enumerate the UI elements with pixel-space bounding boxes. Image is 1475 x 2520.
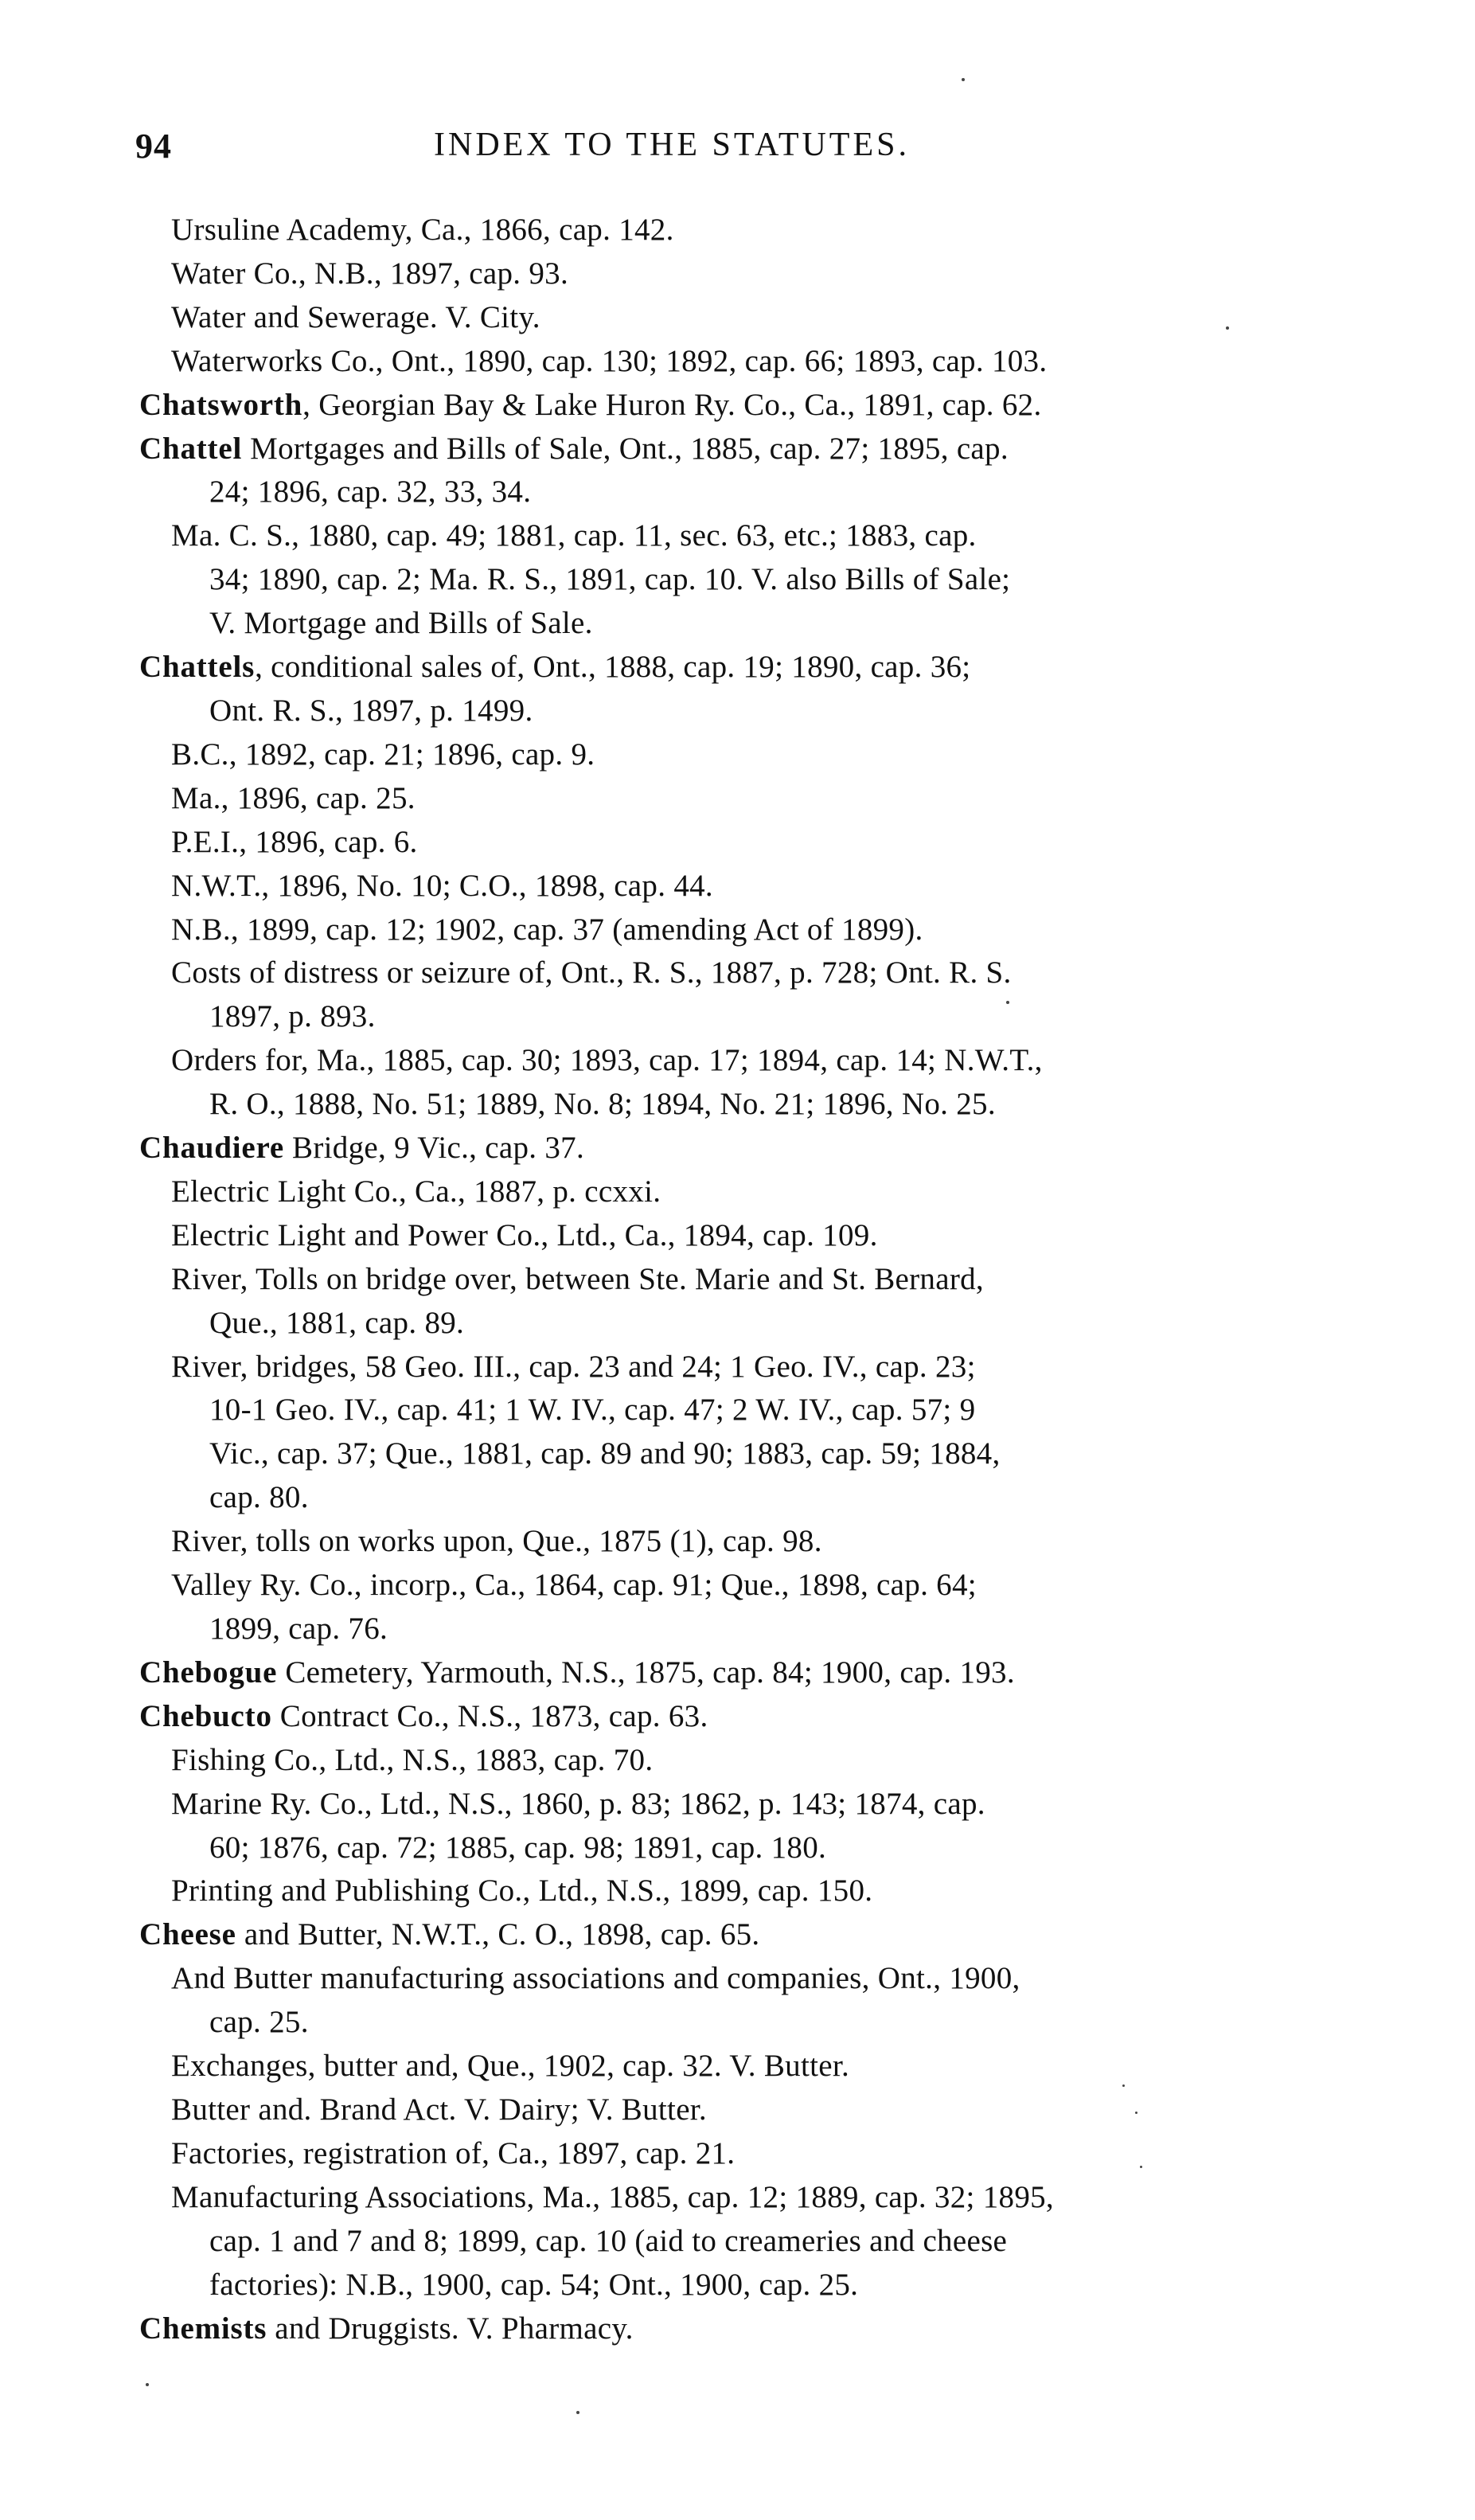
index-entry-text: Ma., 1896, cap. 25. [171, 780, 416, 815]
index-entry-text: Mortgages and Bills of Sale, Ont., 1885, cap. 27; 1895, cap. [242, 431, 1009, 466]
index-subentry-line [139, 1258, 1345, 1302]
index-entry-text: River, Tolls on bridge over, between Ste. Marie and St. Bernard, [171, 1261, 984, 1296]
index-entry-text: Ma. C. S., 1880, cap. 49; 1881, cap. 11, sec. 63, etc.; 1883, cap. [171, 518, 977, 553]
index-entry-text: Water and Sewerage. V. City. [171, 299, 540, 334]
index-entry-text: cap. 25. [209, 2005, 309, 2040]
index-entries [139, 209, 1345, 2350]
index-continuation-line [139, 1302, 1345, 1346]
print-speck [1135, 2112, 1137, 2114]
index-entry-text: Ursuline Academy, Ca., 1866, cap. 142. [171, 213, 674, 247]
index-entry-text: Ont. R. S., 1897, p. 1499. [209, 693, 533, 728]
index-heading-line [139, 1913, 1345, 1957]
print-speck [1006, 1001, 1009, 1004]
index-entry-text: Que., 1881, cap. 89. [209, 1305, 465, 1340]
index-continuation-line [139, 690, 1345, 733]
index-subentry-line [139, 2132, 1345, 2176]
index-entry-text: cap. 1 and 7 and 8; 1899, cap. 10 (aid to creameries and cheese [209, 2223, 1008, 2258]
index-heading-line [139, 428, 1345, 471]
index-continuation-line [139, 2001, 1345, 2045]
page-header [135, 126, 1361, 174]
index-entry-text: R. O., 1888, No. 51; 1889, No. 8; 1894, No. 21; 1896, No. 25. [209, 1087, 996, 1122]
index-heading-line [139, 384, 1345, 428]
index-entry-text: 34; 1890, cap. 2; Ma. R. S., 1891, cap. 10. V. also Bills of Sale; [209, 562, 1011, 597]
print-speck [576, 2411, 579, 2414]
index-entry-text: N.W.T., 1896, No. 10; C.O., 1898, cap. 44. [171, 868, 713, 903]
page-number: 94 [135, 127, 172, 166]
index-subentry-line [139, 777, 1345, 821]
index-entry-text: River, tolls on works upon, Que., 1875 (1), cap. 98. [171, 1524, 822, 1559]
index-subentry-line [139, 2176, 1345, 2220]
index-subentry-line [139, 1170, 1345, 1214]
index-entry-text: V. Mortgage and Bills of Sale. [209, 606, 593, 641]
index-keyword: Chatsworth [139, 387, 303, 422]
index-subentry-line [139, 1039, 1345, 1083]
index-continuation-line [139, 2220, 1345, 2264]
index-continuation-line [139, 2264, 1345, 2307]
index-entry-text: Fishing Co., Ltd., N.S., 1883, cap. 70. [171, 1742, 654, 1777]
index-entry-text: Orders for, Ma., 1885, cap. 30; 1893, cap. 17; 1894, cap. 14; N.W.T., [171, 1043, 1043, 1078]
index-continuation-line [139, 1608, 1345, 1651]
index-continuation-line [139, 1827, 1345, 1870]
index-subentry-line [139, 2088, 1345, 2132]
index-entry-text: 1897, p. 893. [209, 999, 376, 1034]
print-speck [962, 78, 965, 81]
index-continuation-line [139, 995, 1345, 1039]
index-continuation-line [139, 1432, 1345, 1476]
index-keyword: Chemists [139, 2311, 267, 2346]
index-entry-text: , conditional sales of, Ont., 1888, cap. 19; 1890, cap. 36; [255, 650, 971, 685]
index-subentry-line [139, 2045, 1345, 2088]
index-entry-text: Electric Light Co., Ca., 1887, p. ccxxi. [171, 1174, 661, 1209]
index-subentry-line [139, 908, 1345, 952]
index-subentry-line [139, 1739, 1345, 1783]
index-subentry-line [139, 865, 1345, 908]
index-entry-text: Manufacturing Associations, Ma., 1885, cap. 12; 1889, cap. 32; 1895, [171, 2179, 1054, 2214]
index-entry-text: Factories, registration of, Ca., 1897, cap. 21. [171, 2135, 736, 2170]
index-subentry-line [139, 252, 1345, 296]
index-subentry-line [139, 1869, 1345, 1913]
index-entry-text: N.B., 1899, cap. 12; 1902, cap. 37 (amending Act of 1899). [171, 912, 923, 947]
index-continuation-line [139, 471, 1345, 514]
index-entry-text: Costs of distress or seizure of, Ont., R. S., 1887, p. 728; Ont. R. S. [171, 955, 1012, 990]
print-speck [1140, 2166, 1142, 2168]
index-subentry-line [139, 951, 1345, 995]
index-entry-text: Electric Light and Power Co., Ltd., Ca., 1894, cap. 109. [171, 1217, 878, 1252]
index-heading-line [139, 1651, 1345, 1695]
index-keyword: Chebogue [139, 1655, 278, 1690]
index-continuation-line [139, 602, 1345, 646]
index-keyword: Chattel [139, 431, 243, 466]
running-head: INDEX TO THE STATUTES. [434, 127, 910, 163]
index-entry-text: B.C., 1892, cap. 21; 1896, cap. 9. [171, 736, 595, 772]
index-continuation-line [139, 558, 1345, 602]
index-continuation-line [139, 1083, 1345, 1127]
index-subentry-line [139, 1564, 1345, 1608]
index-entry-text: Butter and. Brand Act. V. Dairy; V. Butter. [171, 2092, 707, 2127]
index-keyword: Cheese [139, 1917, 236, 1952]
index-entry-text: Waterworks Co., Ont., 1890, cap. 130; 1892, cap. 66; 1893, cap. 103. [171, 343, 1048, 378]
print-speck [1122, 2084, 1125, 2087]
index-continuation-line [139, 1389, 1345, 1432]
print-speck [1226, 326, 1229, 330]
index-entry-text: Valley Ry. Co., incorp., Ca., 1864, cap. 91; Que., 1898, cap. 64; [171, 1568, 977, 1603]
index-entry-text: 1899, cap. 76. [209, 1612, 388, 1646]
index-entry-text: Cemetery, Yarmouth, N.S., 1875, cap. 84; 1900, cap. 193. [277, 1655, 1015, 1690]
print-speck [146, 2383, 149, 2386]
index-subentry-line [139, 1957, 1345, 2001]
index-entry-text: cap. 80. [209, 1480, 309, 1515]
index-entry-text: And Butter manufacturing associations and companies, Ont., 1900, [171, 1961, 1020, 1996]
index-subentry-line [139, 1346, 1345, 1389]
index-heading-line [139, 646, 1345, 690]
index-entry-text: and Druggists. V. Pharmacy. [267, 2311, 634, 2346]
index-subentry-line [139, 733, 1345, 777]
index-entry-text: factories): N.B., 1900, cap. 54; Ont., 1900, cap. 25. [209, 2267, 859, 2302]
index-subentry-line [139, 821, 1345, 865]
index-entry-text: P.E.I., 1896, cap. 6. [171, 824, 418, 859]
index-keyword: Chaudiere [139, 1131, 284, 1166]
index-entry-text: Water Co., N.B., 1897, cap. 93. [171, 256, 568, 291]
index-entry-text: Vic., cap. 37; Que., 1881, cap. 89 and 90; 1883, cap. 59; 1884, [209, 1436, 1001, 1471]
index-heading-line [139, 2307, 1345, 2351]
index-entry-text: Contract Co., N.S., 1873, cap. 63. [271, 1698, 708, 1733]
index-heading-line [139, 1127, 1345, 1170]
index-entry-text: Marine Ry. Co., Ltd., N.S., 1860, p. 83; 1862, p. 143; 1874, cap. [171, 1786, 985, 1821]
index-entry-text: , Georgian Bay & Lake Huron Ry. Co., Ca., 1891, cap. 62. [302, 387, 1042, 422]
index-subentry-line [139, 340, 1345, 384]
index-heading-line [139, 1695, 1345, 1739]
index-subentry-line [139, 209, 1345, 252]
index-subentry-line [139, 514, 1345, 558]
index-subentry-line [139, 1214, 1345, 1258]
index-subentry-line [139, 296, 1345, 340]
index-entry-text: 60; 1876, cap. 72; 1885, cap. 98; 1891, cap. 180. [209, 1830, 827, 1865]
index-entry-text: and Butter, N.W.T., C. O., 1898, cap. 65. [236, 1917, 760, 1952]
index-keyword: Chebucto [139, 1698, 272, 1733]
index-continuation-line [139, 1476, 1345, 1520]
index-entry-text: Bridge, 9 Vic., cap. 37. [284, 1131, 585, 1166]
index-entry-text: 24; 1896, cap. 32, 33, 34. [209, 475, 532, 510]
index-entry-text: 10-1 Geo. IV., cap. 41; 1 W. IV., cap. 47; 2 W. IV., cap. 57; 9 [209, 1393, 976, 1428]
index-subentry-line [139, 1520, 1345, 1564]
index-entry-text: Printing and Publishing Co., Ltd., N.S., 1899, cap. 150. [171, 1873, 873, 1909]
index-entry-text: River, bridges, 58 Geo. III., cap. 23 and 24; 1 Geo. IV., cap. 23; [171, 1349, 976, 1384]
index-subentry-line [139, 1783, 1345, 1827]
index-keyword: Chattels [139, 650, 256, 685]
index-entry-text: Exchanges, butter and, Que., 1902, cap. 32. V. Butter. [171, 2049, 850, 2084]
